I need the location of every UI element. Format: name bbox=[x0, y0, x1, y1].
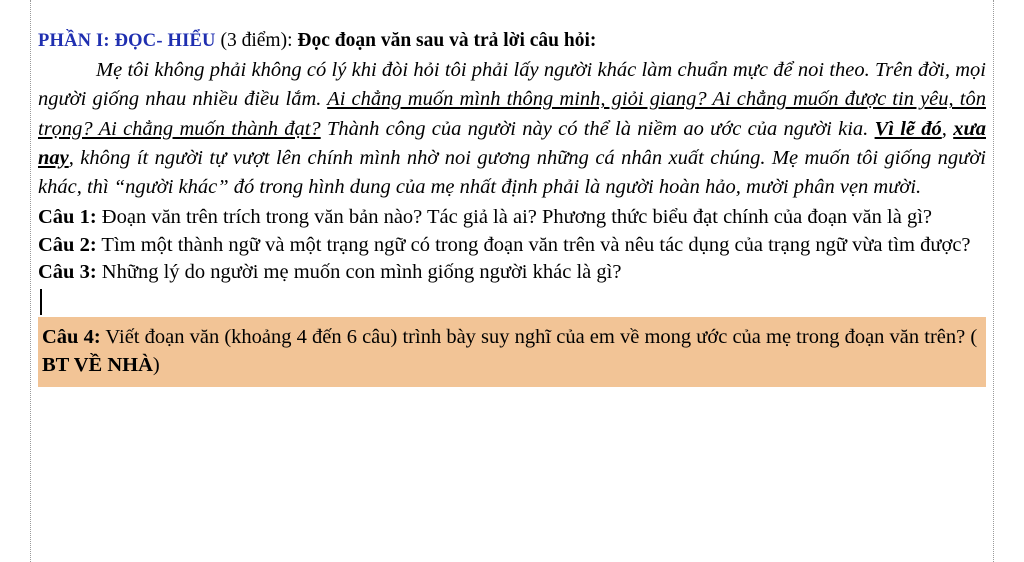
question-4-label: Câu 4: bbox=[42, 325, 101, 348]
passage-emphasis-separator: , bbox=[941, 117, 954, 140]
passage-sentence-1: Mẹ tôi không phải không có lý khi đòi hỏi tôi phải lấy người khác làm chuẩn mực để noi theo. Trên đời, mọi người giống nhau nhiều điều lắm. bbox=[38, 59, 986, 111]
question-3-text: Những lý do người mẹ muốn con mình giống người khác là gì? bbox=[96, 261, 622, 284]
question-4 bbox=[42, 323, 980, 380]
left-margin-guide bbox=[30, 0, 31, 562]
reading-passage bbox=[38, 56, 986, 202]
question-1-text: Đoạn văn trên trích trong văn bản nào? Tác giả là ai? Phương thức biểu đạt chính của đoạn văn là gì? bbox=[96, 205, 932, 228]
section-label: PHẦN I: ĐỌC- HIỂU bbox=[38, 31, 216, 51]
question-4-note: BT VỀ NHÀ bbox=[42, 354, 153, 377]
question-2-text: Tìm một thành ngữ và một trạng ngữ có trong đoạn văn trên và nêu tác dụng của trạng ngữ vừa tìm được? bbox=[96, 233, 971, 256]
section-heading bbox=[38, 28, 986, 54]
passage-emphasis-b: xưa nay bbox=[38, 117, 986, 169]
passage-emphasis-a: Vì lẽ đó bbox=[874, 117, 942, 140]
question-1-label: Câu 1: bbox=[38, 205, 97, 228]
question-3 bbox=[38, 259, 986, 287]
passage-sentence-5: , không ít người tự vượt lên chính mình nhờ noi gương những cá nhân xuất chúng. Mẹ muốn tôi giống người khác, thì “người khác” đó trong hình dung của mẹ nhất định phải là người hoàn hảo, mười phân vẹn mười. bbox=[38, 146, 986, 198]
question-3-label: Câu 3: bbox=[38, 261, 97, 284]
question-1 bbox=[38, 204, 986, 232]
passage-sentence-2-underlined: Ai chẳng muốn mình thông minh, giỏi giang? Ai chẳng muốn được tin yêu, tôn trọng? Ai chẳng muốn thành đạt? bbox=[38, 88, 986, 140]
question-4-text: Viết đoạn văn (khoảng 4 đến 6 câu) trình bày suy nghĩ của em về mong ước của mẹ trong đoạn văn trên? ( bbox=[100, 325, 978, 348]
question-2 bbox=[38, 232, 986, 260]
question-4-text-end: ) bbox=[152, 354, 160, 377]
text-cursor bbox=[40, 289, 42, 315]
question-2-label: Câu 2: bbox=[38, 233, 97, 256]
highlighted-question-block bbox=[38, 317, 986, 388]
empty-line bbox=[38, 287, 986, 317]
right-margin-guide bbox=[993, 0, 994, 562]
passage-sentence-3: Thành công của người này có thể là niềm ao ước của người kia. bbox=[320, 117, 875, 140]
section-points: (3 điểm): bbox=[215, 30, 298, 51]
document-content bbox=[38, 28, 986, 387]
section-instruction: Đọc đoạn văn sau và trả lời câu hỏi: bbox=[297, 30, 597, 51]
